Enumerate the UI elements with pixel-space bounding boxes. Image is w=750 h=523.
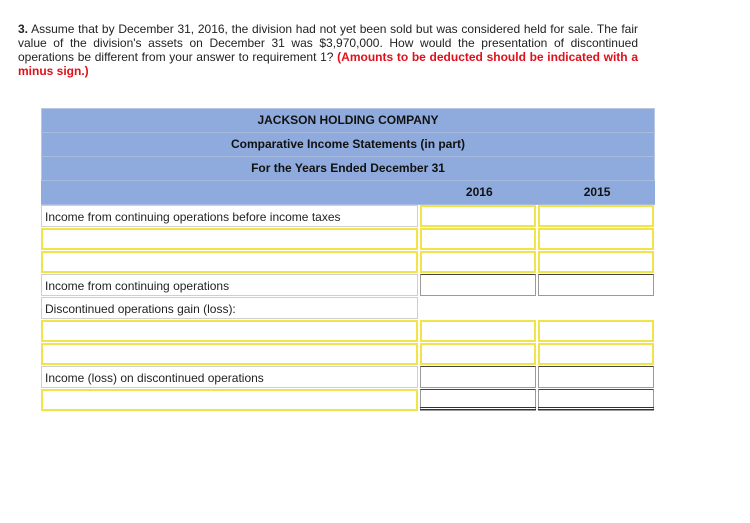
table-row xyxy=(41,366,655,389)
year-2016-header: 2016 xyxy=(465,185,493,199)
amount-2016-input[interactable] xyxy=(420,320,536,342)
question-text xyxy=(18,22,638,78)
row-label-input[interactable] xyxy=(41,343,418,365)
row-label: Income from continuing operations before income taxes xyxy=(41,205,418,227)
amount-2015-total[interactable] xyxy=(538,366,654,388)
row-label-input[interactable] xyxy=(41,320,418,342)
statement-title: Comparative Income Statements (in part) xyxy=(41,133,655,157)
amount-2016-total[interactable] xyxy=(420,366,536,388)
row-label: Income from continuing operations xyxy=(41,274,418,296)
amount-2016-input[interactable] xyxy=(420,228,536,250)
row-label: Discontinued operations gain (loss): xyxy=(41,297,418,319)
amount-2016-input[interactable] xyxy=(420,205,536,227)
double-underline-2015 xyxy=(538,407,654,410)
amount-2015-input[interactable] xyxy=(538,320,654,342)
row-label-input[interactable] xyxy=(41,228,418,250)
amount-2015-blank xyxy=(538,297,654,319)
question-hint: (Amounts to be deducted should be indicated with a minus sign.) xyxy=(18,50,638,78)
table-row xyxy=(41,228,655,251)
year-2015-header: 2015 xyxy=(583,185,611,199)
company-name: JACKSON HOLDING COMPANY xyxy=(41,108,655,133)
amount-2015-input[interactable] xyxy=(538,205,654,227)
statement-period: For the Years Ended December 31 xyxy=(41,157,655,181)
table-row xyxy=(41,274,655,297)
table-row xyxy=(41,251,655,274)
row-label-input[interactable] xyxy=(41,389,418,411)
amount-2015-input[interactable] xyxy=(538,228,654,250)
double-underline-2016 xyxy=(420,407,536,410)
income-statement xyxy=(41,108,655,412)
amount-2016-blank xyxy=(420,297,536,319)
table-row xyxy=(41,297,655,320)
row-label: Income (loss) on discontinued operations xyxy=(41,366,418,388)
year-header-row xyxy=(41,181,655,205)
amount-2016-total[interactable] xyxy=(420,274,536,296)
amount-2015-input[interactable] xyxy=(538,343,654,365)
table-row xyxy=(41,320,655,343)
amount-2015-total[interactable] xyxy=(538,274,654,296)
amount-2016-input[interactable] xyxy=(420,251,536,273)
table-row xyxy=(41,205,655,228)
table-row xyxy=(41,343,655,366)
amount-2016-input[interactable] xyxy=(420,343,536,365)
question-number: 3. xyxy=(18,22,29,36)
question-body: Assume that by December 31, 2016, the division had not yet been sold but was considered held for sale. The fair value of the division's assets on December 31 was $3,970,000. How would the presentation of discontinued operations be different from your answer to requirement 1? xyxy=(18,22,638,64)
amount-2015-input[interactable] xyxy=(538,251,654,273)
row-label-input[interactable] xyxy=(41,251,418,273)
